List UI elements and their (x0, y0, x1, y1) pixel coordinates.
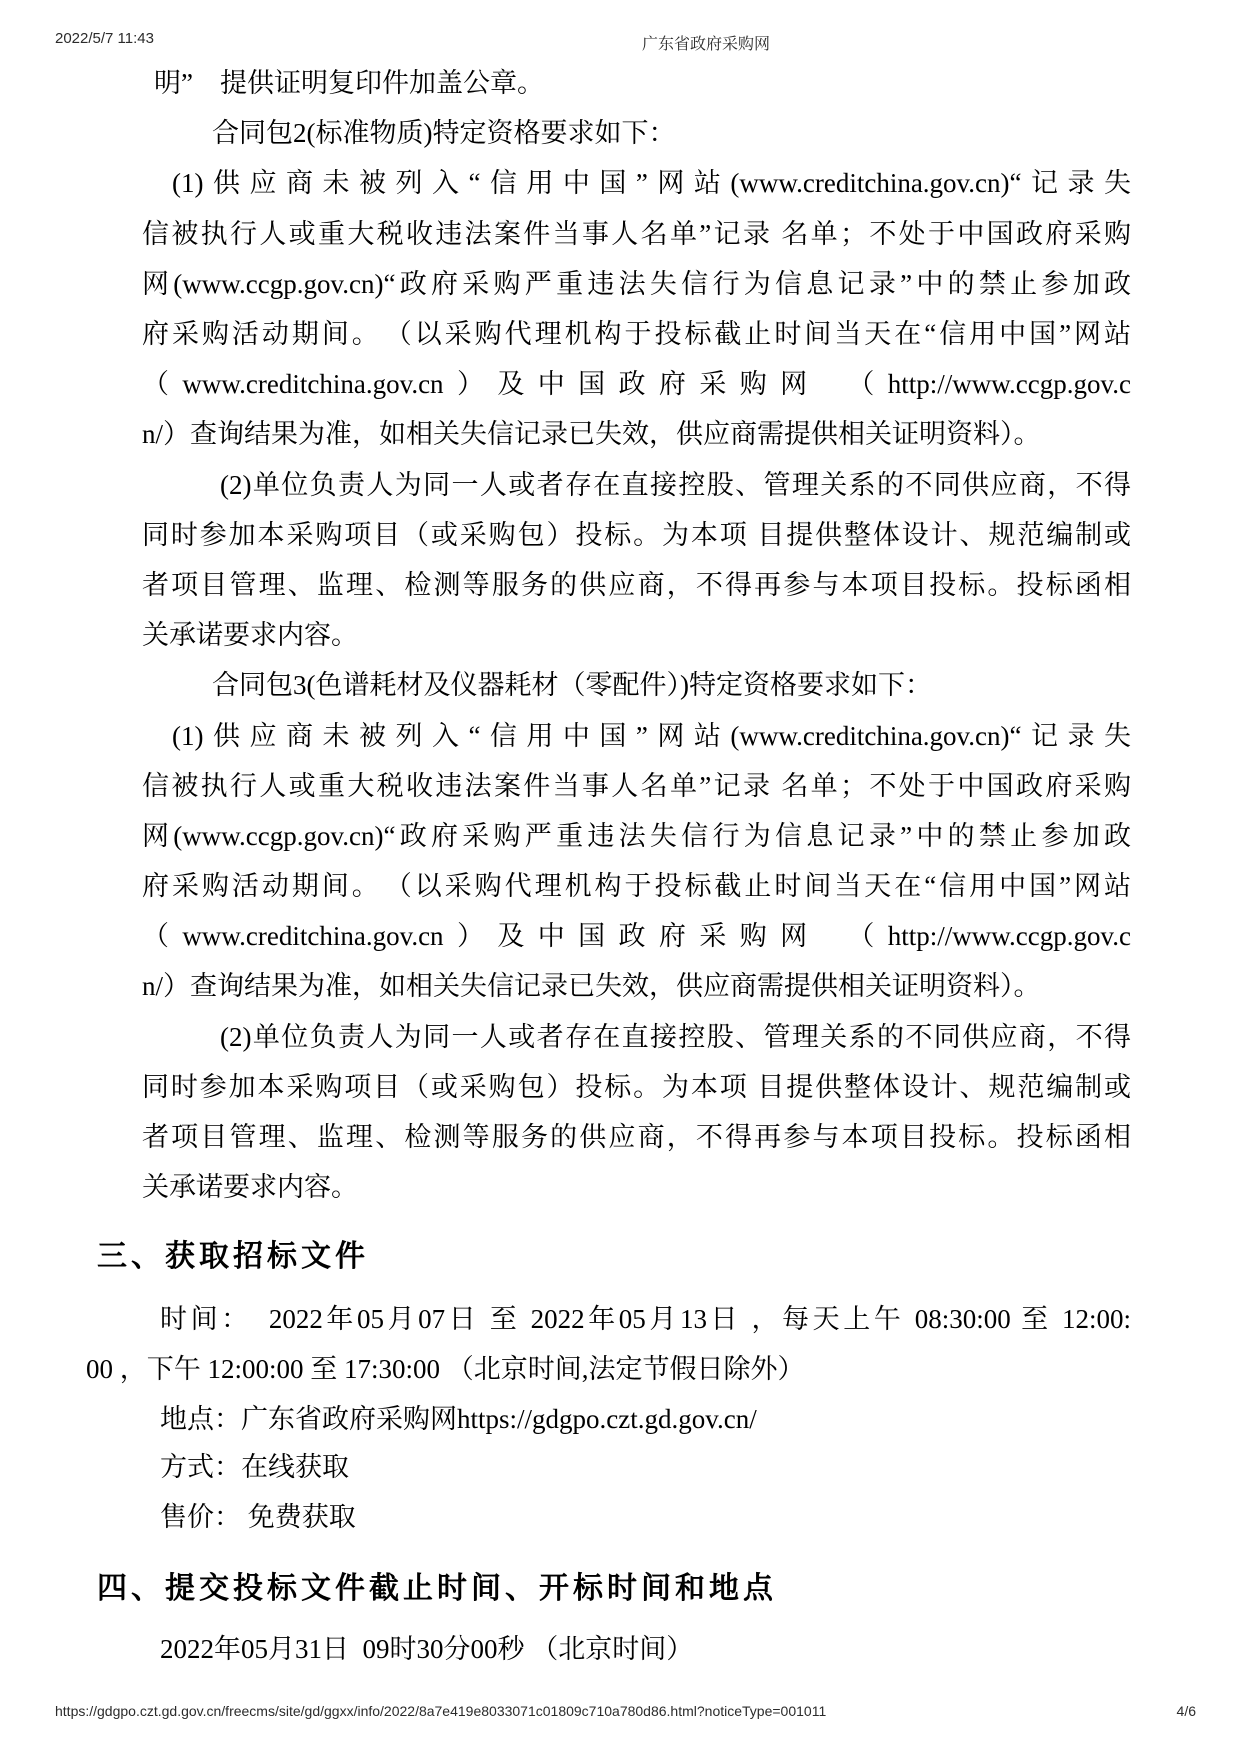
body-line: 府采购活动期间。 （以采购代理机构于投标截止时间当天在“信用中国”网站 (142, 319, 1131, 349)
body-line: 信被执行人或重大税收违法案件当事人名单”记录 名单；不处于中国政府采购 (142, 219, 1131, 249)
body-line: 府采购活动期间。 （以采购代理机构于投标截止时间当天在“信用中国”网站 (142, 871, 1131, 901)
body-line: (2)单位负责人为同一人或者存在直接控股、管理关系的不同供应商，不得 (220, 1022, 1131, 1052)
acquire-price-line: 售价： 免费获取 (160, 1502, 356, 1532)
acquire-location-line: 地点：广东省政府采购网https://gdgpo.czt.gd.gov.cn/ (160, 1404, 757, 1434)
body-line: n/）查询结果为准，如相关失信记录已失效，供应商需提供相关证明资料）。 (142, 971, 1041, 1001)
page-number: 4/6 (1176, 1703, 1196, 1719)
body-line: 合同包3(色谱耗材及仪器耗材（零配件）)特定资格要求如下： (212, 670, 932, 700)
body-line: n/）查询结果为准，如相关失信记录已失效，供应商需提供相关证明资料）。 (142, 419, 1041, 449)
body-line: 同时参加本采购项目（或采购包）投标。为本项 目提供整体设计、规范编制或 (142, 520, 1131, 550)
body-line: （www.creditchina.gov.cn）及中国政府采购网 （http://www.ccgp.gov.c (142, 369, 1131, 399)
body-line: 者项目管理、监理、检测等服务的供应商，不得再参与本项目投标。投标函相 (142, 1122, 1131, 1152)
body-line: 网(www.ccgp.gov.cn)“政府采购严重违法失信行为信息记录”中的禁止参加政 (142, 821, 1131, 851)
body-line: 信被执行人或重大税收违法案件当事人名单”记录 名单；不处于中国政府采购 (142, 771, 1131, 801)
body-line: （www.creditchina.gov.cn）及中国政府采购网 （http://www.ccgp.gov.c (142, 921, 1131, 951)
deadline-date-line: 2022年05月31日 09时30分00秒 （北京时间） (160, 1634, 694, 1664)
body-line: 合同包2(标准物质)特定资格要求如下： (212, 118, 676, 148)
print-datetime: 2022/5/7 11:43 (55, 30, 154, 47)
body-line: 网(www.ccgp.gov.cn)“政府采购严重违法失信行为信息记录”中的禁止参加政 (142, 269, 1131, 299)
acquire-time-line: 时间： 2022年05月07日 至 2022年05月13日 ，每天上午 08:30:00 至 12:00: (160, 1304, 1131, 1334)
section-heading-3: 三、获取招标文件 (97, 1240, 369, 1273)
acquire-method-line: 方式：在线获取 (160, 1452, 349, 1482)
body-line: 明” 提供证明复印件加盖公章。 (154, 68, 544, 98)
section-heading-4: 四、提交投标文件截止时间、开标时间和地点 (97, 1572, 777, 1605)
body-line: 者项目管理、监理、检测等服务的供应商，不得再参与本项目投标。投标函相 (142, 570, 1131, 600)
body-line: 关承诺要求内容。 (142, 620, 358, 650)
body-line: (1)供应商未被列入“信用中国”网站(www.creditchina.gov.cn)“记录失 (172, 721, 1131, 751)
body-line: (2)单位负责人为同一人或者存在直接控股、管理关系的不同供应商，不得 (220, 470, 1131, 500)
body-line: 同时参加本采购项目（或采购包）投标。为本项 目提供整体设计、规范编制或 (142, 1072, 1131, 1102)
body-line: (1)供应商未被列入“信用中国”网站(www.creditchina.gov.cn)“记录失 (172, 168, 1131, 198)
site-title: 广东省政府采购网 (642, 36, 771, 53)
body-line: 关承诺要求内容。 (142, 1172, 358, 1202)
acquire-time-line: 00 ，下午 12:00:00 至 17:30:00 （北京时间,法定节假日除外） (86, 1354, 805, 1384)
source-url: https://gdgpo.czt.gd.gov.cn/freecms/site/gd/ggxx/info/2022/8a7e419e8033071c01809c710a780d86.html?noticeType=001011 (55, 1703, 827, 1719)
